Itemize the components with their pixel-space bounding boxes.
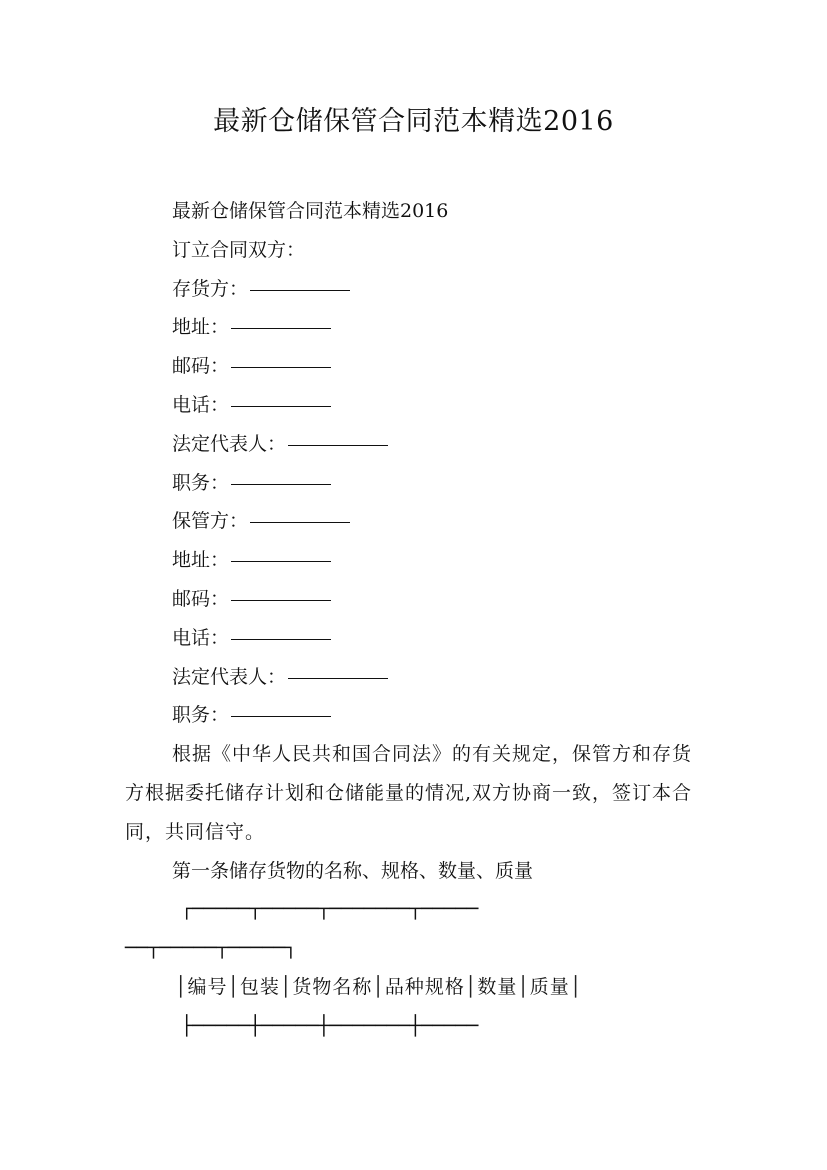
custodian-position-blank [231,715,331,717]
custodian-phone-label: 电话： [172,626,230,649]
depositor-party-blank [250,289,350,291]
table-top-border-continued: ──┬─────┬─────┐ [125,937,297,960]
document-body [125,192,705,1046]
depositor-party-label: 存货方： [172,277,249,300]
custodian-postcode-line [125,580,705,619]
preamble-paragraph: 根据《中华人民共和国合同法》的有关规定，保管方和存货方根据委托储存计划和仓储能量的情况,双方协商一致，签订本合同，共同信守。 [125,743,693,843]
article-1-heading: 第一条储存货物的名称、规格、数量、质量 [172,859,534,882]
depositor-legal-rep-line [125,425,705,464]
depositor-legal-rep-blank [288,444,388,446]
depositor-position-label: 职务： [172,471,230,494]
depositor-party-line [125,270,705,309]
custodian-position-line [125,696,705,735]
depositor-address-blank [231,327,331,329]
parties-heading: 订立合同双方： [172,238,306,261]
table-header-packaging: 包装 [239,975,280,998]
depositor-phone-label: 电话： [172,393,230,416]
table-header-divider: ├─────┼─────┼───────┼───── [181,1014,479,1037]
depositor-phone-line [125,386,705,425]
custodian-party-blank [250,521,350,523]
depositor-position-blank [231,483,331,485]
custodian-legal-rep-blank [288,677,388,679]
document-title: 最新仓储保管合同范本精选2016 [213,106,614,137]
custodian-legal-rep-line [125,658,705,697]
table-header-variety-spec: 品种规格 [384,975,465,998]
custodian-position-label: 职务： [172,704,230,727]
custodian-postcode-blank [231,599,331,601]
custodian-address-line [125,541,705,580]
custodian-phone-line [125,619,705,658]
depositor-position-line [125,464,705,503]
custodian-party-label: 保管方： [172,510,249,533]
table-header-quality: 质量 [529,975,570,998]
custodian-party-line [125,502,705,541]
table-header-goods-name: 货物名称 [292,975,373,998]
custodian-address-blank [231,560,331,562]
intro-title: 最新仓储保管合同范本精选2016 [172,200,449,222]
custodian-phone-blank [231,638,331,640]
depositor-postcode-blank [231,366,331,368]
depositor-legal-rep-label: 法定代表人： [172,432,287,455]
depositor-phone-blank [231,405,331,407]
table-header-row: │编号│包装│货物名称│品种规格│数量│质量│ [175,975,583,998]
table-header-quantity: 数量 [477,975,518,998]
custodian-legal-rep-label: 法定代表人： [172,665,287,688]
depositor-address-line [125,308,705,347]
table-top-border: ┌─────┬─────┬───────┬───── [181,898,479,921]
depositor-postcode-line [125,347,705,386]
custodian-address-label: 地址： [172,549,230,572]
depositor-postcode-label: 邮码： [172,355,230,378]
table-header-number: 编号 [187,975,228,998]
custodian-postcode-label: 邮码： [172,587,230,610]
depositor-address-label: 地址： [172,316,230,339]
